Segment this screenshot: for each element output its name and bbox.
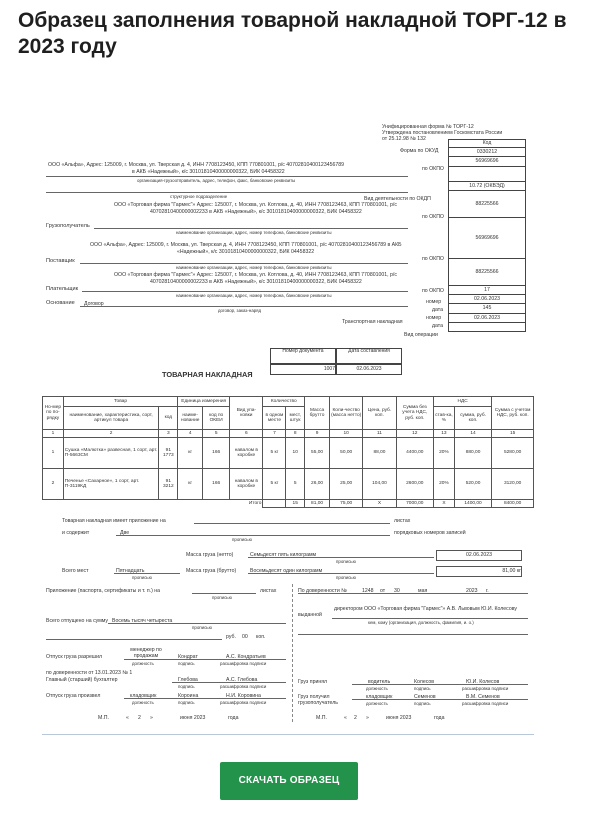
proxy-number: 1248 [362, 588, 374, 594]
position-hint-4: должность [366, 686, 388, 691]
col-number: 11 [363, 430, 396, 438]
row-code: 91 1773 [159, 438, 178, 469]
col-price: Цена, руб. коп. [363, 397, 396, 430]
basis-line [80, 306, 408, 307]
contains-line [116, 535, 390, 536]
transport-label: Транспортная накладная [342, 319, 403, 325]
total-sum: 7000,00 [396, 500, 433, 508]
number-label-2: номер [426, 315, 442, 321]
gross-value: Восемьдесят один килограмм [250, 568, 323, 574]
basis-date: 02.06.2023 [448, 294, 526, 303]
okpo-code-2: 88225566 [448, 190, 526, 217]
date-left-year: года [228, 715, 239, 721]
payer-line [82, 291, 408, 292]
row-sum: 2600,00 [396, 469, 433, 500]
doc-date-label: Дата составления [336, 348, 402, 364]
stamp-left: М.П. [98, 715, 109, 721]
doc-title: ТОВАРНАЯ НАКЛАДНАЯ [162, 370, 253, 379]
name-2: А.С. Глебова [226, 677, 258, 683]
col-number: 4 [178, 430, 203, 438]
number-label-1: номер [426, 299, 442, 305]
doc-date: 02.06.2023 [336, 364, 402, 375]
net-hint: прописью [336, 559, 356, 564]
payer-org: ООО «Торговая фирма "Гармес"» Адрес: 125007, г. Москва, ул. Котлова, д. 40, ИНН 7708123463, КПП 770801001, р/с [114, 272, 397, 278]
col-goods-name: наименование, характеристика, сорт, артикул товара [63, 407, 159, 430]
position-hint-3: должность [132, 700, 154, 705]
okpo-code-4: 88225566 [448, 258, 526, 285]
col-number: 6 [230, 430, 263, 438]
proxy-day: 30 [394, 588, 400, 594]
net-label: Масса груза (нетто) [186, 552, 234, 558]
total-gross: 81,00 [305, 500, 330, 508]
row-total: 5280,00 [492, 438, 534, 469]
row-gross: 26,00 [305, 469, 330, 500]
places-hint: прописью [132, 575, 152, 580]
storekeeper-position: кладовщик [130, 693, 157, 699]
date-right-year: года [434, 715, 445, 721]
total-places: 15 [286, 500, 305, 508]
contains-value: Две [120, 530, 130, 536]
col-number: 5 [203, 430, 230, 438]
cargo-accepted-label: Груз принял [298, 679, 328, 685]
doc-number: 1007 [270, 364, 336, 375]
col-number: 8 [286, 430, 305, 438]
allowed-line [124, 659, 286, 660]
row-total: 3120,00 [492, 469, 534, 500]
decode-hint-1: расшифровка подписи [220, 661, 267, 666]
row-no: 2 [43, 469, 64, 500]
total-in-one [263, 500, 286, 508]
attach-sheets: листах [394, 518, 411, 524]
accepted-line [352, 684, 528, 685]
row-code: 91 3212 [159, 469, 178, 500]
release-made-label: Отпуск груза произвел [46, 693, 101, 699]
sender-org: ООО «Альфа», Адрес: 125009, г. Москва, ул. Тверская д. 4, ИНН 7708123450, КПП 770801001, р/с 40702810400123456789 [48, 162, 345, 168]
signature-3: Короина [178, 693, 199, 699]
table-row [43, 469, 534, 500]
col-number: 1 [43, 430, 64, 438]
proxy-label: По доверенности № [298, 588, 347, 594]
released-hint: прописью [192, 625, 212, 630]
total-total: 8400,00 [492, 500, 534, 508]
supplier-org-2: «Надежный», к/с 30101810400000000322, БИК 04458322 [177, 249, 315, 255]
transport-number: 145 [448, 303, 526, 312]
row-vat: 880,00 [454, 438, 491, 469]
col-number: 9 [305, 430, 330, 438]
form-note-2: Утверждена постановлением Госкомстата России [382, 130, 503, 136]
row-price: 88,00 [363, 438, 396, 469]
total-label: Итого [248, 501, 262, 507]
transport-date: 02.06.2023 [448, 313, 526, 322]
chief-accountant-label: Главный (старший) бухгалтер [46, 677, 118, 683]
places-value: Пятнадцать [116, 568, 145, 574]
row-net: 50,00 [330, 438, 363, 469]
net-line [248, 557, 434, 558]
position-hint-5: должность [366, 701, 388, 706]
kop-label: коп. [256, 634, 266, 640]
total-net: 75,00 [330, 500, 363, 508]
col-net: Коли-чество (масса нетто) [330, 397, 363, 430]
decode-hint-2: расшифровка подписи [220, 684, 267, 689]
download-sample-button[interactable]: СКАЧАТЬ ОБРАЗЕЦ [220, 762, 358, 800]
col-no: Но-мер по по-рядку [43, 397, 64, 430]
total-row [43, 500, 534, 508]
release-allowed-label: Отпуск груза разрешил [46, 654, 103, 660]
codes-block [448, 139, 526, 332]
col-number: 10 [330, 430, 363, 438]
signature-hint-1: подпись [178, 661, 195, 666]
proxy-month: мая [418, 588, 428, 594]
proxy-year: 2023 [466, 588, 478, 594]
gross-box: 81,00 кг [436, 566, 522, 577]
cargo-received-label: Груз получил грузополучатель [298, 694, 338, 706]
attach-line [194, 523, 390, 524]
col-places: мест, штук [286, 407, 305, 430]
supplier-label: Поставщик [46, 258, 75, 264]
received-line [352, 699, 528, 700]
driver-position: водитель [368, 679, 391, 685]
issued-line-2 [298, 634, 528, 635]
consignee-org-2: 40702810400000002233 в АКБ «Надежный», к/с 30101810400000000322, БИК 04458322 [150, 209, 362, 215]
date-left-close: » [150, 715, 153, 721]
col-vat: НДС [434, 397, 492, 407]
issued-hint: кем, кому (организация, должность, фамилия, и. о.) [368, 620, 474, 625]
net-value: Семьдесят пять килограмм [250, 552, 317, 558]
col-qty: Количество [263, 397, 305, 407]
okpo-code-1: 56969696 [448, 156, 526, 165]
okpo-label-4: по ОКПО [422, 288, 444, 294]
row-pack: навалом в коробке [230, 469, 263, 500]
payer-label: Плательщик [46, 286, 79, 292]
made-line [124, 698, 286, 699]
col-total: Сумма с учетом НДС, руб. коп. [492, 397, 534, 430]
name-5: В.М. Семенов [466, 694, 500, 700]
row-name: Сушка «Малютка» развесная, 1 сорт, арт. П-5663СМ [63, 438, 159, 469]
okdp-label: Вид деятельности по ОКДП [364, 196, 431, 202]
date-label-2: дата [432, 323, 444, 329]
col-number: 7 [263, 430, 286, 438]
okud-code: 0330212 [448, 147, 526, 156]
col-sum-novat: Сумма без учета НДС, руб. коп. [396, 397, 433, 430]
form-note-1: Унифицированная форма № ТОРГ-12 [382, 124, 474, 130]
form-note-3: от 25.12.98 № 132 [382, 136, 426, 142]
col-vat-sum: сумма, руб. коп. [454, 407, 491, 430]
signature-2: Глебова [178, 677, 198, 683]
blank-code [448, 166, 526, 181]
payer-org-2: 40702810400000002233 в АКБ «Надежный», к/с 30101810400000000322, БИК 04458322 [150, 279, 362, 285]
basis-label: Основание [46, 300, 75, 306]
col-number: 13 [434, 430, 455, 438]
basis-hint: договор, заказ-наряд [218, 308, 262, 313]
signature-hint-2: подпись [178, 684, 195, 689]
okpo-code-3: 56969696 [448, 217, 526, 258]
sender-hint: организация-грузоотправитель, адрес, телефон, факс, банковские реквизиты [137, 178, 296, 183]
gross-label: Масса груза (брутто) [186, 568, 237, 574]
date-right-month: июня 2023 [386, 715, 412, 721]
row-gross: 55,00 [305, 438, 330, 469]
stamp-right: М.П. [316, 715, 327, 721]
row-in-one: 5 кг [263, 469, 286, 500]
date-right-day: 2 [354, 715, 357, 721]
signature-1: Кондрат [178, 654, 198, 660]
row-name: Печенье «Сахарное», 1 сорт, арт. П-3119КД [63, 469, 159, 500]
col-number: 2 [63, 430, 159, 438]
proxy-year-suffix: г. [486, 588, 489, 594]
released-line-2 [46, 639, 222, 640]
sender-org-2: в АКБ «Надежный», к/с 30101810400000000322, БИК 04458322 [132, 169, 285, 175]
row-net: 25,00 [330, 469, 363, 500]
issued-to: директором ООО «Торговая фирма "Гармес"» А.В. Львовым Ю.И. Колесову [334, 606, 517, 612]
released-label: Всего отпущено на сумму [46, 618, 108, 624]
signature-hint-5: подпись [414, 701, 431, 706]
page-title: Образец заполнения товарной накладной ТОРГ-12 в 2023 году [18, 9, 567, 58]
net-box: 02.06.2023 [436, 550, 522, 561]
proxy-note: по доверенности от 13.01.2023 № 1 [46, 670, 133, 676]
decode-hint-4: расшифровка подписи [462, 686, 509, 691]
col-unit-name: наиме-нование [178, 407, 203, 430]
col-number: 12 [396, 430, 433, 438]
torg12-form-sample [42, 122, 534, 735]
row-rate: 20% [434, 469, 455, 500]
consignee-label: Грузополучатель [46, 223, 90, 229]
goods-table [42, 396, 534, 508]
gross-line [248, 573, 434, 574]
col-okei: код по ОКЕИ [203, 407, 230, 430]
date-left-month: июня 2023 [180, 715, 206, 721]
row-in-one: 5 кг [263, 438, 286, 469]
places-label: Всего мест [62, 568, 89, 574]
consignee-org: ООО «Торговая фирма "Гармес"» Адрес: 125007, г. Москва, ул. Котлова, д. 40, ИНН 7708123463, КПП 770801001, р/с [114, 202, 397, 208]
okdp-code: 10.72 (ОКВЭД) [448, 181, 526, 190]
col-gross: Масса брутто [305, 397, 330, 430]
total-vat: 1400,00 [454, 500, 491, 508]
issued-line [332, 618, 528, 619]
column-divider [292, 584, 293, 722]
signature-hint-4: подпись [414, 686, 431, 691]
appendix-sheets: листах [260, 588, 277, 594]
chief-line [172, 682, 286, 683]
position-hint-1: должность [132, 661, 154, 666]
consignee-line [94, 228, 408, 229]
operation-label: Вид операции [404, 332, 438, 338]
name-3: Н.И. Коровина [226, 693, 261, 699]
row-unit: кг [178, 438, 203, 469]
places-line [114, 573, 180, 574]
col-unit: Единица измерения [178, 397, 230, 407]
row-places: 5 [286, 469, 305, 500]
division-hint: структурное подразделение [170, 194, 228, 199]
row-no: 1 [43, 438, 64, 469]
proxy-line [298, 593, 528, 594]
signature-5: Семенов [414, 694, 436, 700]
row-okei: 166 [203, 438, 230, 469]
row-unit: кг [178, 469, 203, 500]
gross-hint: прописью [336, 575, 356, 580]
operation-code [448, 322, 526, 332]
signature-hint-3: подпись [178, 700, 195, 705]
supplier-line [80, 263, 408, 264]
storekeeper-position-2: кладовщик [366, 694, 393, 700]
row-sum: 4400,00 [396, 438, 433, 469]
row-vat: 520,00 [454, 469, 491, 500]
table-row [43, 438, 534, 469]
col-code: код [159, 407, 178, 430]
name-1: А.С. Кондратьев [226, 654, 266, 660]
basis-value: Договор [84, 301, 104, 307]
date-right-open: « [344, 715, 347, 721]
okpo-label-2: по ОКПО [422, 214, 444, 220]
row-places: 10 [286, 438, 305, 469]
signature-4: Колесов [414, 679, 434, 685]
rub-label: руб. [226, 634, 236, 640]
appendix-hint: прописью [212, 595, 232, 600]
decode-hint-3: расшифровка подписи [220, 700, 267, 705]
col-number: 14 [454, 430, 491, 438]
manager-position: менеджер по продажам [130, 647, 162, 659]
code-header: Код [448, 139, 526, 147]
sender-line [46, 176, 408, 177]
consignee-hint: наименование организации, адрес, номер телефона, банковские реквизиты [176, 230, 332, 235]
date-label-1: дата [432, 307, 444, 313]
col-rate: став-ка, % [434, 407, 455, 430]
col-number: 3 [159, 430, 178, 438]
issued-label: выданной [298, 612, 322, 618]
total-price: Х [363, 500, 396, 508]
attach-text: Товарная накладная имеет приложение на [62, 518, 166, 524]
col-number: 15 [492, 430, 534, 438]
okpo-label-3: по ОКПО [422, 256, 444, 262]
row-price: 104,00 [363, 469, 396, 500]
records-label: порядковых номеров записей [394, 530, 466, 536]
appendix-label: Приложение (паспорта, сертификаты и т. п.) на [46, 588, 161, 594]
col-goods: Товар [63, 397, 177, 407]
division-line [46, 192, 408, 193]
doc-number-label: Номер документа [270, 348, 336, 364]
okud-label: Форма по ОКУД [400, 148, 439, 154]
col-pack: Вид упа-ковки [230, 397, 263, 430]
appendix-line [192, 593, 256, 594]
name-4: Ю.И. Колесов [466, 679, 500, 685]
decode-hint-5: расшифровка подписи [462, 701, 509, 706]
proxy-from: от [380, 588, 386, 594]
okpo-label-1: по ОКПО [422, 166, 444, 172]
date-right-close: » [366, 715, 369, 721]
row-rate: 20% [434, 438, 455, 469]
row-okei: 166 [203, 469, 230, 500]
supplier-hint: наименование организации, адрес, номер телефона, банковские реквизиты [176, 265, 332, 270]
words-hint: прописью [232, 537, 252, 542]
total-rate: Х [434, 500, 455, 508]
date-left-day: 2 [138, 715, 141, 721]
date-left-open: « [126, 715, 129, 721]
released-value: Восемь тысяч четыреста [112, 618, 173, 624]
supplier-org: ООО «Альфа», Адрес: 125009, г. Москва, ул. Тверская д. 4, ИНН 7708123450, КПП 770801001, р/с 40702810400123456789 в АКБ [90, 242, 402, 248]
released-line [108, 623, 286, 624]
col-in-one: в одном месте [263, 407, 286, 430]
basis-number: 17 [448, 285, 526, 294]
row-pack: навалом в коробке [230, 438, 263, 469]
payer-hint: наименование организации, адрес, номер телефона, банковские реквизиты [176, 293, 332, 298]
kop-value: 00 [242, 634, 248, 640]
contains-label: и содержит [62, 530, 90, 536]
